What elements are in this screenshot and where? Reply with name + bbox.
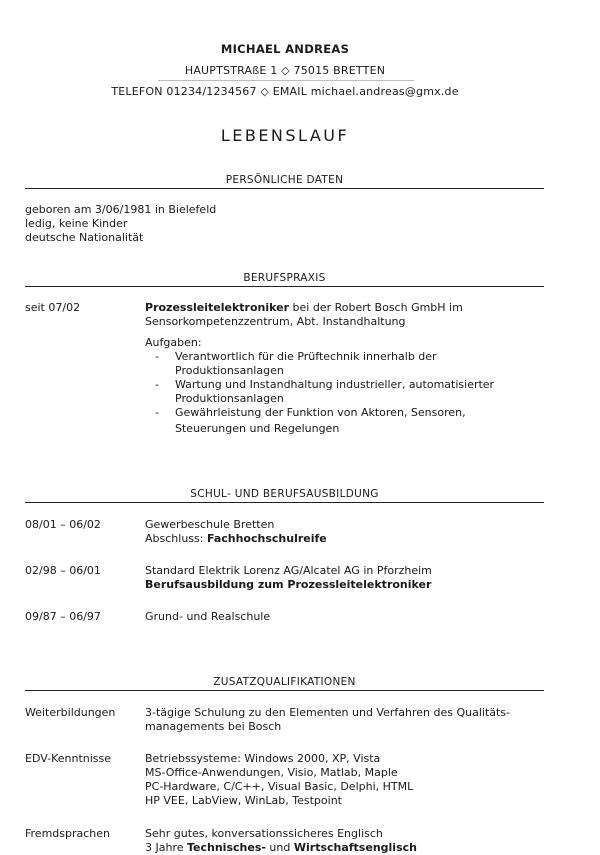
education-period: 09/87 – 06/97 <box>25 610 101 623</box>
experience-department: Sensorkompetenzzentrum, Abt. Instandhaltung <box>145 315 406 328</box>
experience-position: Prozessleitelektroniker <box>145 301 290 314</box>
it-skills-label: EDV-Kenntnisse <box>25 752 112 765</box>
education-apprenticeship: Berufsausbildung zum Prozessleitelektroniker <box>145 578 432 591</box>
it-skills-line: MS-Office-Anwendungen, Visio, Matlab, Maple <box>145 766 398 779</box>
task-line: Wartung und Instandhaltung industrieller, automatisierter <box>175 378 495 391</box>
experience-tasks-label: Aufgaben: <box>145 336 202 349</box>
experience-period: seit 07/02 <box>25 301 81 314</box>
task-line: Verantwortlich für die Prüftechnik innerhalb der <box>175 350 437 363</box>
section-heading-education: SCHUL- UND BERUFSAUSBILDUNG <box>25 488 544 503</box>
bullet-dash: - <box>155 350 159 363</box>
training-label: Weiterbildungen <box>25 706 116 719</box>
it-skills-line: PC-Hardware, C/C++, Visual Basic, Delphi, HTML <box>145 780 414 793</box>
personal-nationality: deutsche Nationalität <box>25 231 144 244</box>
bullet-dash: - <box>155 406 159 419</box>
address-divider <box>158 80 414 81</box>
task-line: Steuerungen und Regelungen <box>175 422 340 435</box>
languages-line: 3 Jahre Technisches- und Wirtschaftsenglisch <box>145 841 417 854</box>
experience-employer: bei der Robert Bosch GmbH im <box>289 301 463 314</box>
education-company: Standard Elektrik Lorenz AG/Alcatel AG in Pforzheim <box>145 564 432 577</box>
training-line: managements bei Bosch <box>145 720 282 733</box>
applicant-name: MICHAEL ANDREAS <box>220 42 350 56</box>
education-school: Gewerbeschule Bretten <box>145 518 275 531</box>
task-line: Gewährleistung der Funktion von Aktoren, Sensoren, <box>175 406 466 419</box>
training-line: 3-tägige Schulung zu den Elementen und Verfahren des Qualitäts- <box>145 706 511 719</box>
personal-family: ledig, keine Kinder <box>25 217 128 230</box>
task-line: Produktionsanlagen <box>175 392 284 405</box>
applicant-contact: TELEFON 01234/1234567 ◇ EMAIL michael.andreas@gmx.de <box>111 85 459 98</box>
section-heading-personal: PERSÖNLICHE DATEN <box>25 174 544 189</box>
personal-birth: geboren am 3/06/1981 in Bielefeld <box>25 203 217 216</box>
applicant-address: HAUPTSTRAßE 1 ◇ 75015 BRETTEN <box>184 64 386 77</box>
it-skills-line: HP VEE, LabView, WinLab, Testpoint <box>145 794 342 807</box>
education-degree: Fachhochschulreife <box>206 532 327 545</box>
task-line: Produktionsanlagen <box>175 364 284 377</box>
section-heading-experience: BERUFSPRAXIS <box>25 272 544 287</box>
languages-label: Fremdsprachen <box>25 827 111 840</box>
section-heading-qualifications: ZUSATZQUALIFIKATIONEN <box>25 676 544 691</box>
experience-position-line <box>145 301 463 315</box>
education-degree-line: Abschluss: Fachhochschulreife <box>145 532 327 545</box>
education-period: 02/98 – 06/01 <box>25 564 101 577</box>
document-title: LEBENSLAUF <box>220 126 350 145</box>
bullet-dash: - <box>155 378 159 391</box>
languages-line: Sehr gutes, konversationssicheres Englisch <box>145 827 383 840</box>
education-period: 08/01 – 06/02 <box>25 518 101 531</box>
it-skills-line: Betriebssysteme: Windows 2000, XP, Vista <box>145 752 381 765</box>
education-school: Grund- und Realschule <box>145 610 271 623</box>
